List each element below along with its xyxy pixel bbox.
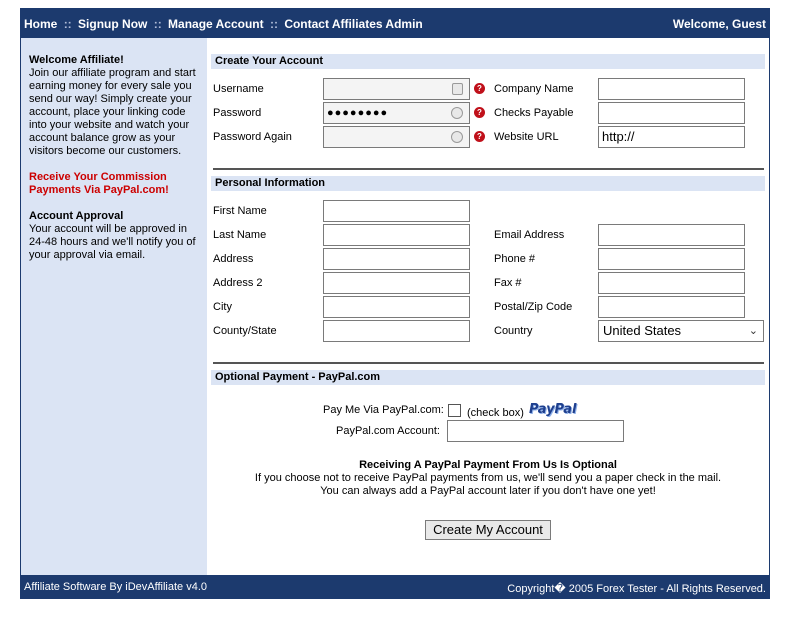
- sidebar-welcome-title: Welcome Affiliate!: [29, 54, 124, 66]
- paypal-note-line2: You can always add a PayPal account later if you don't have one yet!: [320, 485, 656, 497]
- company-name-input[interactable]: [598, 78, 745, 100]
- nav-separator: ::: [153, 17, 162, 31]
- address2-input[interactable]: [323, 272, 470, 294]
- paypal-checkbox[interactable]: [448, 404, 461, 417]
- password-label: Password: [213, 107, 262, 119]
- section-divider: [213, 168, 764, 170]
- create-account-button[interactable]: Create My Account: [425, 520, 551, 540]
- website-url-input[interactable]: http://: [598, 126, 745, 148]
- password-again-input[interactable]: [323, 126, 470, 148]
- required-icon: ?: [474, 83, 485, 94]
- footer-software-credit: Affiliate Software By iDevAffiliate v4.0: [24, 581, 208, 593]
- username-label: Username: [213, 83, 264, 95]
- section-divider: [213, 362, 764, 364]
- country-select[interactable]: [598, 320, 764, 342]
- phone-label: Phone #: [494, 253, 535, 265]
- username-input[interactable]: [323, 78, 470, 100]
- sidebar: [21, 38, 207, 575]
- chevron-down-icon: ⌄: [748, 325, 758, 337]
- postal-code-input[interactable]: [598, 296, 745, 318]
- last-name-input[interactable]: [323, 224, 470, 246]
- email-label: Email Address: [494, 229, 565, 241]
- sidebar-approval-title: Account Approval: [29, 210, 124, 222]
- autofill-icon: [452, 83, 463, 95]
- sidebar-approval-block: [29, 210, 203, 262]
- last-name-label: Last Name: [213, 229, 267, 241]
- paypal-note-title: Receiving A PayPal Payment From Us Is Optional: [359, 459, 617, 471]
- nav-home-link[interactable]: Home: [24, 17, 58, 31]
- personal-info-heading: Personal Information: [211, 176, 765, 191]
- password-value: ●●●●●●●●: [327, 107, 389, 119]
- website-url-label: Website URL: [494, 131, 559, 143]
- nav-separator: ::: [269, 17, 278, 31]
- checks-payable-input[interactable]: [598, 102, 745, 124]
- fax-label: Fax #: [494, 277, 522, 289]
- password-manager-icon: [451, 131, 463, 143]
- email-input[interactable]: [598, 224, 745, 246]
- pay-me-paypal-label: Pay Me Via PayPal.com:: [323, 404, 444, 416]
- city-input[interactable]: [323, 296, 470, 318]
- first-name-label: First Name: [213, 205, 267, 217]
- fax-input[interactable]: [598, 272, 745, 294]
- address-input[interactable]: [323, 248, 470, 270]
- nav-separator: ::: [63, 17, 72, 31]
- create-account-heading: Create Your Account: [211, 54, 765, 69]
- paypal-account-input[interactable]: [447, 420, 624, 442]
- first-name-input[interactable]: [323, 200, 470, 222]
- county-state-input[interactable]: [323, 320, 470, 342]
- phone-input[interactable]: [598, 248, 745, 270]
- sidebar-welcome-block: [29, 54, 203, 158]
- sidebar-approval-text: Your account will be approved in 24-48 hours and we'll notify you of your approval via email.: [29, 223, 196, 261]
- address2-label: Address 2: [213, 277, 263, 289]
- check-box-hint: (check box): [467, 407, 524, 419]
- welcome-guest-text: Welcome, Guest: [672, 17, 766, 31]
- city-label: City: [213, 301, 232, 313]
- optional-payment-heading: Optional Payment - PayPal.com: [211, 370, 765, 385]
- county-state-label: County/State: [213, 325, 277, 337]
- main-form-area: [207, 38, 769, 575]
- paypal-note-line1: If you choose not to receive PayPal payments from us, we'll send you a paper check in the mail.: [254, 472, 722, 484]
- password-manager-icon: [451, 107, 463, 119]
- sidebar-welcome-text: Join our affiliate program and start earning money for every sale you send our way! Simply create your account, place your linking code into your website and watch your account balance grow as your visitors become our customers.: [29, 67, 196, 157]
- footer-copyright: Copyright� 2005 Forex Tester - All Rights Reserved.: [507, 583, 766, 595]
- password-input[interactable]: [323, 102, 470, 124]
- checks-payable-label: Checks Payable: [494, 107, 574, 119]
- country-selected-value: United States: [603, 323, 682, 338]
- sidebar-paypal-promo: Receive Your Commission Payments Via PayPal.com!: [29, 171, 169, 196]
- company-name-label: Company Name: [494, 83, 574, 95]
- required-icon: ?: [474, 131, 485, 142]
- nav-contact-admin-link[interactable]: Contact Affiliates Admin: [284, 17, 423, 31]
- required-icon: ?: [474, 107, 485, 118]
- postal-code-label: Postal/Zip Code: [494, 301, 573, 313]
- paypal-account-label: PayPal.com Account:: [336, 425, 440, 437]
- nav-manage-account-link[interactable]: Manage Account: [168, 17, 264, 31]
- country-label: Country: [494, 325, 533, 337]
- footer-bar: [20, 575, 770, 599]
- nav-links: [24, 17, 423, 31]
- address-label: Address: [213, 253, 254, 265]
- top-nav-bar: [20, 8, 770, 38]
- password-again-label: Password Again: [213, 131, 292, 143]
- nav-signup-link[interactable]: Signup Now: [78, 17, 148, 31]
- paypal-logo: PayPal: [529, 402, 577, 417]
